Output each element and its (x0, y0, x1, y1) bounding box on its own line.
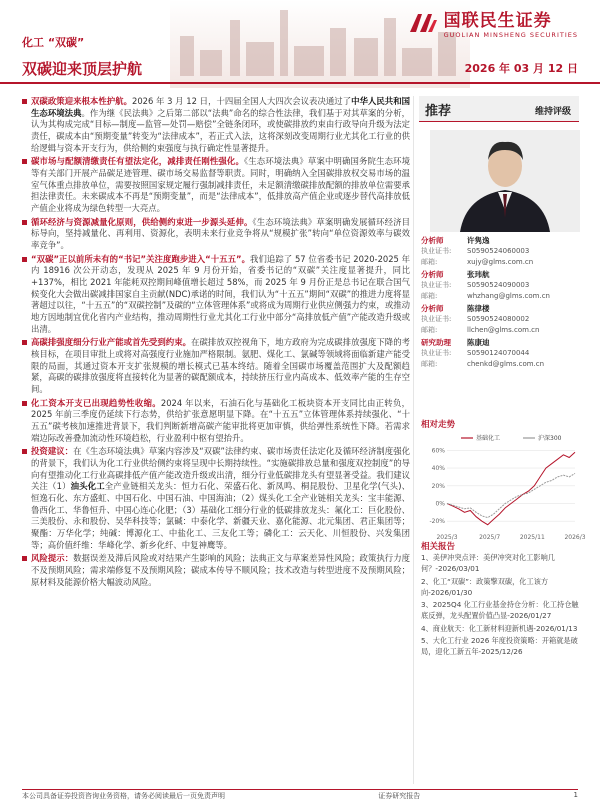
disclaimer-text: 本公司具备证券投资咨询业务资格，请务必阅读最后一页免责声明 (22, 792, 225, 800)
bullet-square-icon (22, 401, 27, 406)
email-label: 邮箱: (421, 292, 438, 300)
paragraph-lead: 双碳政策迎来根本性护航。 (31, 96, 132, 106)
cert-number: S0590524090003 (467, 281, 530, 289)
x-tick-label: 2025/7 (479, 534, 501, 541)
column-divider (413, 96, 414, 784)
paragraph-6 (22, 398, 410, 445)
trend-chart (421, 432, 586, 544)
analyst-email[interactable]: xujy@glms.com.cn (467, 258, 534, 266)
analyst-email[interactable]: chenkd@glms.com.cn (467, 360, 545, 368)
analyst-email[interactable]: llchen@glms.com.cn (467, 326, 540, 334)
page-footer (22, 789, 578, 800)
brand-logo (408, 6, 578, 39)
paragraph-5 (22, 337, 410, 396)
paragraph-text: 在《生态环境法典》草案内容涉及“双碳”法律约束、碳市场责任法定化及循环经济制度强化的背景下，我们认为化工行业供给侧约束将呈现中长期持续性。“实施碳排放总量和强度双控制度”的导向有望推动化工行业高碳排低产值产能改造升级或出清，细分行业低碳排龙头有望显著受益。我们建议关注（1） (31, 446, 410, 492)
rating-value: 维持评级 (534, 107, 571, 117)
paragraph-lead: 投资建议： (31, 446, 74, 457)
paragraph-text: 。作为继《民法典》之后第二部以“法典”命名的综合性法律，我们基于对其草案的分析，认为其构成完成“目标—制度—监管—处罚—赔偿”全链条闭环，或使碳排放约束由行政导向升级为法定责任，碳成本由“预期变量”转变为“法律成本”，若正式入法，这将深刻改变周期行业尤其化工行业的供给逻辑与资本开支行为，供给侧约束强度与执行确定性显著提升。 (31, 107, 410, 153)
analyst-name: 陈康迪 (467, 338, 490, 347)
report-date: 2026 年 03 月 12 日 (464, 62, 578, 75)
paragraph-text: 《生态环境法典》草案中明确国务院生态环境等有关部门开展产品碳足迹管理、碳市场交易监督等职责。同时，明确纳入全国碳排放权交易市场的温室气体重点排放单位，需要按照国家规定履行强制减排责任，未足额清缴碳排放配额的排放单位需要承担法律责任。未来碳成本不再是“预期变量”，而是“法律成本”，低排放高产值企业或逐步替代高排放低产值企业将成为绿色转型一大亮点。 (31, 156, 410, 214)
related-report-link[interactable]: 2、化工“双碳”：政策擎双碳，化工该方向-2026/01/30 (421, 576, 549, 597)
y-tick-label: 0% (435, 500, 445, 508)
cert-label: 执业证书: (421, 315, 452, 323)
paragraph-text: 2026 年 3 月 12 日，十四届全国人大四次会议表决通过了 (132, 96, 352, 106)
paragraph-4 (22, 254, 410, 336)
bullet-square-icon (22, 220, 27, 225)
report-type: 证券研究报告 (378, 792, 421, 800)
series-line-2 (447, 473, 575, 517)
analyst-card (421, 337, 581, 370)
paragraph-lead: 高碳排强度细分行业产能或首先受到约束。 (31, 337, 192, 348)
paragraph-lead: 风险提示： (31, 553, 74, 564)
cert-number: S0590124070044 (467, 349, 530, 357)
paragraph-text: 我们追踪了 57 位省委书记 2020-2025 年内 18916 次公开动态，发现从 2025 年 9 月份开始，省委书记的“双碳”关注度显著提升，同比+137%，相比 2021 年能耗双控期间峰值增长超过 58%，而 2025 年 9 月份正是总书记在联合国气候变化大会做出碳减排国家自主贡献(NDC)承诺的时间，我们认为“十五五”期间“双碳”的推进力度将显著超过以往，“十五五”的“双碳控制”及碳的“立体管理体系”或将成为周期行业供应侧强力约束，或推动地方因地制宜优化省内产业结构，推动周期性行业尤其化工行业中部分“高排放低产值”产能改造升级或出清。 (31, 253, 410, 334)
legend-label: 基础化工 (476, 435, 501, 442)
analyst-list (421, 235, 581, 370)
cert-label: 执业证书: (421, 281, 452, 289)
analyst-name: 张玮航 (467, 270, 490, 279)
email-label: 邮箱: (421, 258, 438, 266)
paragraph-1 (22, 96, 410, 155)
cert-label: 执业证书: (421, 349, 452, 357)
paragraph-emphasis: 中华人民共和国生态环境法典 (31, 96, 411, 118)
paragraph-text: 全产业链相关龙头：恒力石化、荣盛石化、新凤鸣、桐昆股份、卫星化学(气头)、恒逸石化、东方盛虹、中国石化、中国石油、中国海油；（2）煤头化工全产业链相关龙头：宝丰能源、鲁西化工、华鲁恒升、中国心连心化肥；（3）基础化工细分行业的低碳排放龙头：氟化工：巨化股份、三美股份、永和股份、吴华科技等；氯碱：中泰化学、新疆天业、嘉化能源、北元集团、君正集团等；聚酯：万华化学；纯碱：博源化工、中盐化工、三友化工等；磷化工：云天化、川恒股份、兴发集团等；高价值纤维：华峰化学、新乡化纤、中复神鹰等。 (31, 481, 410, 550)
y-tick-label: 20% (431, 482, 445, 490)
bullet-square-icon (22, 340, 27, 345)
cert-number: S0590524060003 (467, 247, 530, 255)
analyst-role: 分析师 (421, 236, 444, 245)
analyst-card (421, 269, 581, 302)
cert-number: S0590524080002 (467, 315, 530, 323)
bullet-square-icon (22, 257, 27, 262)
analyst-card (421, 235, 581, 268)
paragraph-lead: “双碳”正以前所未有的“书记”关注度跑步进入“十五五”。 (31, 253, 251, 264)
report-header (0, 0, 600, 100)
report-body (22, 96, 410, 590)
rating-label: 推荐 (425, 104, 452, 119)
y-tick-label: 40% (431, 465, 445, 473)
paragraph-text: 2024 年以来，石油石化与基础化工板块资本开支同比由正转负，2025 年前三季度仍延续下行态势，供给扩张意愿明显下降。在“十五五”立体管理体系持续强化、“十五五”碳考核加速推进背景下，我们判断新增高碳产能审批将更加审慎，供给弹性系统性下降。若需求端边际改善叠加流动性环境趋松，行业盈利中枢有望抬升。 (31, 397, 410, 443)
analyst-name: 陈律楼 (467, 304, 490, 313)
related-report-link[interactable]: 1、美伊冲突点评：美伊冲突对化工影响几何？-2026/03/01 (421, 553, 555, 574)
analyst-card (421, 303, 581, 336)
bullet-square-icon (22, 99, 27, 104)
series-line-1 (447, 452, 575, 525)
analyst-email[interactable]: whzhang@glms.com.cn (467, 292, 550, 300)
analyst-role: 分析师 (421, 270, 444, 279)
y-tick-label: -20% (429, 518, 445, 526)
paragraph-3 (22, 217, 410, 252)
rating-bar (419, 96, 579, 122)
related-report-link[interactable]: 3、2025Q4 化工行业基金持仓分析：化工持仓触底反弹，龙头配置价值凸显-2026/01/27 (421, 600, 579, 621)
bullet-square-icon (22, 556, 27, 561)
x-tick-label: 2025/3 (436, 534, 458, 541)
paragraph-2 (22, 156, 410, 215)
paragraph-8 (22, 553, 410, 588)
paragraph-emphasis: 油头化工 (70, 481, 105, 492)
brand-name-en: GUOLIAN MINSHENG SECURITIES (443, 31, 578, 39)
report-title: 双碳迎来顶层护航 (22, 60, 143, 78)
brand-name-cn: 国联民生证券 (443, 11, 552, 31)
paragraph-text: 在碳排放双控视角下，地方政府为完成碳排放强度下降的考核目标，在项目审批上或将对高强度行业施加严格限制。氨肥、煤化工、氯碱等领域将面临新建产能受限的局面，其通过资本开支扩张规模的增长模式已基本终结。随着全国碳市场覆盖范围扩大及配额趋紧，高碳的碳排放强度将直接转化为显著的碳配额成本，持续挤压行业内高成本、低效率产能的生存空间。 (31, 337, 411, 395)
analyst-name: 许隽逸 (467, 236, 490, 245)
brand-mark-icon (408, 10, 438, 36)
header-divider (0, 82, 600, 84)
related-report-link[interactable]: 4、商业航天：化工新材料迎新机遇-2026/01/13 (421, 623, 578, 633)
related-title: 相关报告 (421, 542, 456, 552)
cert-label: 执业证书: (421, 247, 452, 255)
x-tick-label: 2026/3 (564, 534, 586, 541)
paragraph-text: 《生态环境法典》草案明确发展循环经济目标导向，坚持减量化、再利用、资源化，表明未来行业竞争将从“规模扩张”转向“单位资源效率与碳效率竞争”。 (31, 216, 410, 251)
paragraph-7 (22, 446, 410, 551)
y-tick-label: 60% (431, 447, 445, 455)
related-report-link[interactable]: 5、大化工行业 2026 年度投资策略：开箱就是破局，迎化工新五年-2025/12/26 (421, 636, 578, 657)
analyst-photo (430, 130, 580, 232)
related-reports (421, 552, 581, 659)
report-category: 化工 “双碳” (22, 36, 85, 49)
trend-title: 相对走势 (421, 420, 456, 430)
bullet-square-icon (22, 159, 27, 164)
analyst-role: 分析师 (421, 304, 444, 313)
paragraph-lead: 化工资本开支已出现趋势性收缩。 (31, 397, 161, 408)
email-label: 邮箱: (421, 360, 438, 368)
trend-chart-svg (421, 432, 586, 544)
legend-label: 沪深300 (538, 435, 562, 442)
email-label: 邮箱: (421, 326, 438, 334)
bullet-square-icon (22, 449, 27, 454)
paragraph-text: 数据误差及滞后风险或对结果产生影响的风险；法典正文与草案差异性风险；政策执行力度不及预期风险；需求端修复不及预期风险；碳成本传导不顺风险；技术改造与转型进度不及预期风险；原材料及能源价格大幅波动风险。 (31, 553, 411, 587)
page-number: 1 (573, 791, 578, 799)
paragraph-lead: 碳市场与配额清缴责任有望法定化，减排责任刚性强化。 (31, 156, 244, 167)
analyst-role: 研究助理 (421, 338, 451, 347)
x-tick-label: 2025/11 (519, 534, 545, 541)
person-avatar-icon (430, 130, 580, 232)
paragraph-lead: 循环经济与资源减量化原则，供给侧约束进一步源头延伸。 (31, 216, 253, 227)
